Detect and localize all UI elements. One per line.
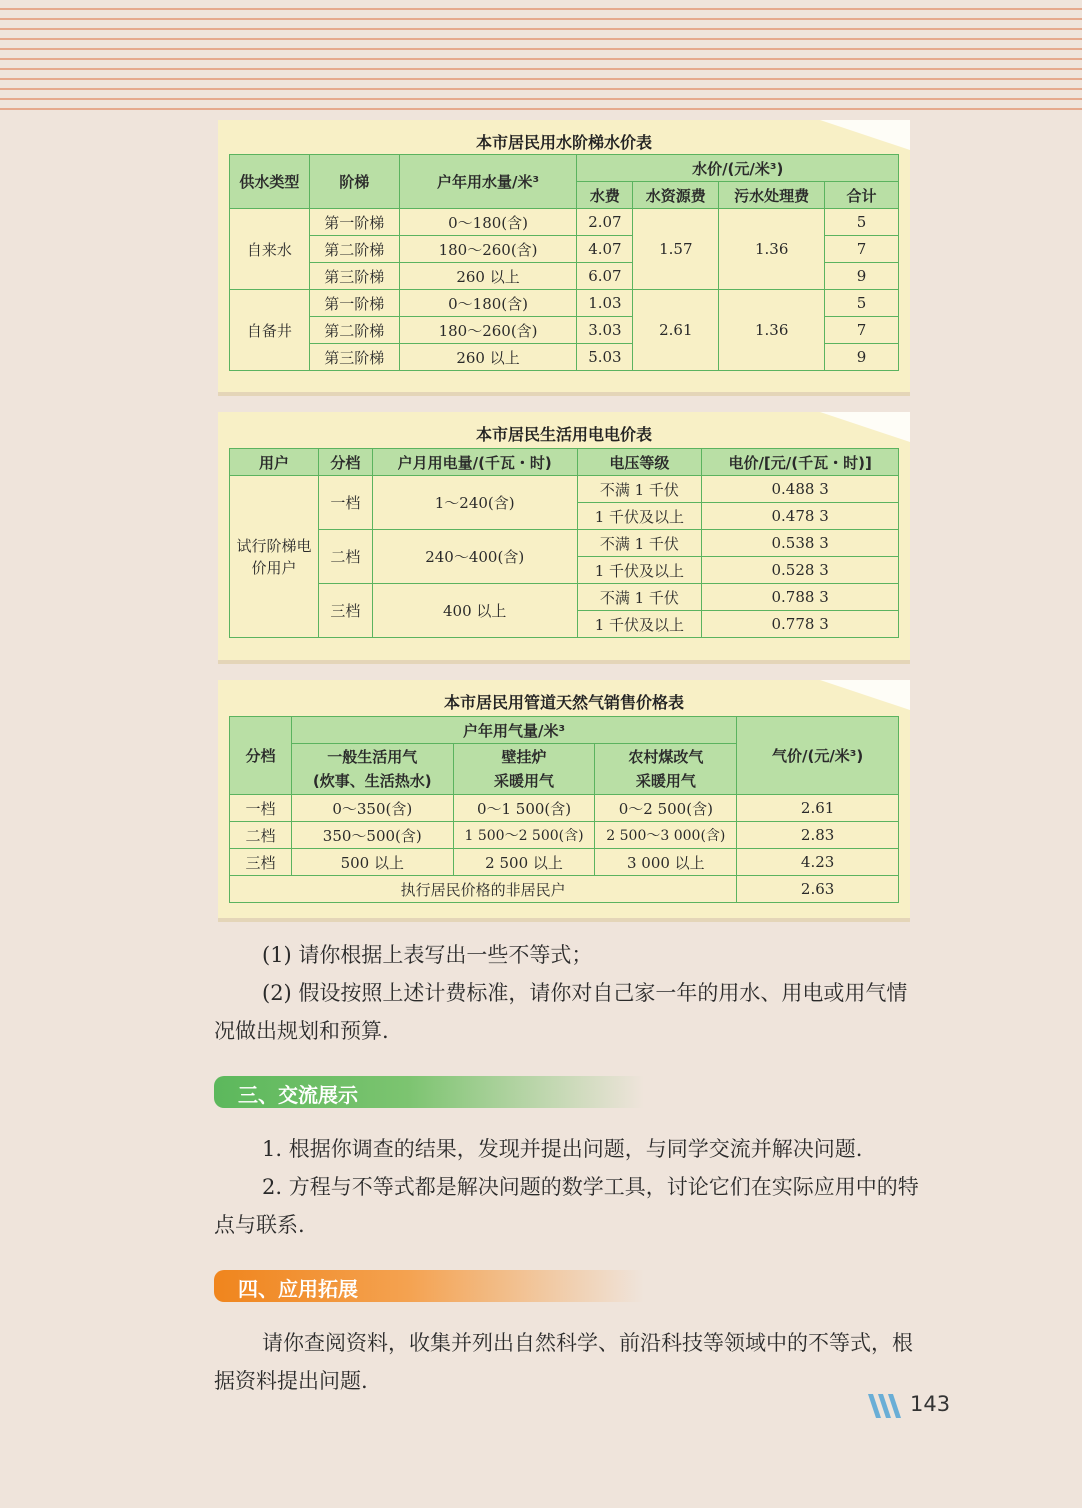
col-header: 水资源费 xyxy=(633,182,719,209)
table-row: 1 千伏及以上 0.528 3 xyxy=(230,557,899,584)
col-header: 分档 xyxy=(318,449,372,476)
col-header: 壁挂炉 采暖用气 xyxy=(453,744,595,795)
col-header: 一般生活用气 (炊事、生活热水) xyxy=(291,744,453,795)
table-row: 二档 240～400(含) 不满 1 千伏 0.538 3 xyxy=(230,530,899,557)
water-price-table xyxy=(229,154,899,371)
col-header: 户年用气量/米³ xyxy=(291,717,736,744)
col-header: 合计 xyxy=(825,182,899,209)
exchange-item-1: 1. 根据你调查的结果，发现并提出问题，与同学交流并解决问题. xyxy=(262,1137,863,1161)
header-stripes xyxy=(0,0,1082,118)
extension-item: 请你查阅资料，收集并列出自然科学、前沿科技等领域中的不等式，根据资料提出问题. xyxy=(214,1331,913,1393)
section-title: 三、交流展示 xyxy=(238,1083,358,1107)
page-number-badge xyxy=(868,1392,951,1422)
exchange-block xyxy=(214,1130,919,1244)
table-row: 第三阶梯 260 以上 6.07 9 xyxy=(230,263,899,290)
table-row: 一档 0～350(含) 0～1 500(含) 0～2 500(含) 2.61 xyxy=(230,795,899,822)
table-row: 执行居民价格的非居民户 2.63 xyxy=(230,876,899,903)
col-header: 电价/[元/(千瓦・时)] xyxy=(702,449,899,476)
col-header: 阶梯 xyxy=(309,155,399,209)
gas-price-card xyxy=(218,680,910,918)
table-row: 三档 500 以上 2 500 以上 3 000 以上 4.23 xyxy=(230,849,899,876)
slash-stripes-icon xyxy=(868,1394,910,1420)
section-banner-extension xyxy=(214,1270,644,1302)
table-row: 二档 350～500(含) 1 500～2 500(含) 2 500～3 000(含) 2.83 xyxy=(230,822,899,849)
table-row: 第二阶梯 180～260(含) 3.03 7 xyxy=(230,317,899,344)
section-banner-exchange xyxy=(214,1076,644,1108)
col-header: 气价/(元/米³) xyxy=(737,717,899,795)
electricity-price-card xyxy=(218,412,910,660)
col-header: 水费 xyxy=(577,182,633,209)
electricity-table-title: 本市居民生活用电电价表 xyxy=(475,425,652,444)
col-header: 水价/(元/米³) xyxy=(577,155,899,182)
electricity-price-table xyxy=(229,448,899,638)
col-header: 电压等级 xyxy=(577,449,702,476)
col-header: 农村煤改气 采暖用气 xyxy=(595,744,737,795)
section-title: 四、应用拓展 xyxy=(238,1277,358,1301)
table-row: 第三阶梯 260 以上 5.03 9 xyxy=(230,344,899,371)
col-header: 供水类型 xyxy=(230,155,310,209)
col-header: 户年用水量/米³ xyxy=(399,155,577,209)
page-number: 143 xyxy=(910,1392,951,1416)
gas-price-table xyxy=(229,716,899,903)
table-row: 自备井 第一阶梯 0～180(含) 1.03 2.61 1.36 5 xyxy=(230,290,899,317)
extension-block xyxy=(214,1324,919,1400)
table-row: 三档 400 以上 不满 1 千伏 0.788 3 xyxy=(230,584,899,611)
exchange-item-2: 2. 方程与不等式都是解决问题的数学工具，讨论它们在实际应用中的特点与联系. xyxy=(214,1175,919,1237)
col-header: 用户 xyxy=(230,449,319,476)
table-row: 1 千伏及以上 0.478 3 xyxy=(230,503,899,530)
user-type-cell: 试行阶梯电价用户 xyxy=(230,476,319,638)
question-2: (2) 假设按照上述计费标准，请你对自己家一年的用水、用电或用气情况做出规划和预算. xyxy=(214,981,908,1043)
water-price-card xyxy=(218,120,910,392)
question-block xyxy=(214,936,919,1050)
gas-table-title: 本市居民用管道天然气销售价格表 xyxy=(443,693,684,712)
table-row: 试行阶梯电价用户 一档 1～240(含) 不满 1 千伏 0.488 3 xyxy=(230,476,899,503)
question-1: (1) 请你根据上表写出一些不等式； xyxy=(262,943,593,967)
table-row: 第二阶梯 180～260(含) 4.07 7 xyxy=(230,236,899,263)
col-header: 分档 xyxy=(230,717,292,795)
col-header: 户月用电量/(千瓦・时) xyxy=(372,449,577,476)
water-table-title: 本市居民用水阶梯水价表 xyxy=(475,133,652,152)
table-row: 1 千伏及以上 0.778 3 xyxy=(230,611,899,638)
col-header: 污水处理费 xyxy=(719,182,825,209)
table-row: 自来水 第一阶梯 0～180(含) 2.07 1.57 1.36 5 xyxy=(230,209,899,236)
